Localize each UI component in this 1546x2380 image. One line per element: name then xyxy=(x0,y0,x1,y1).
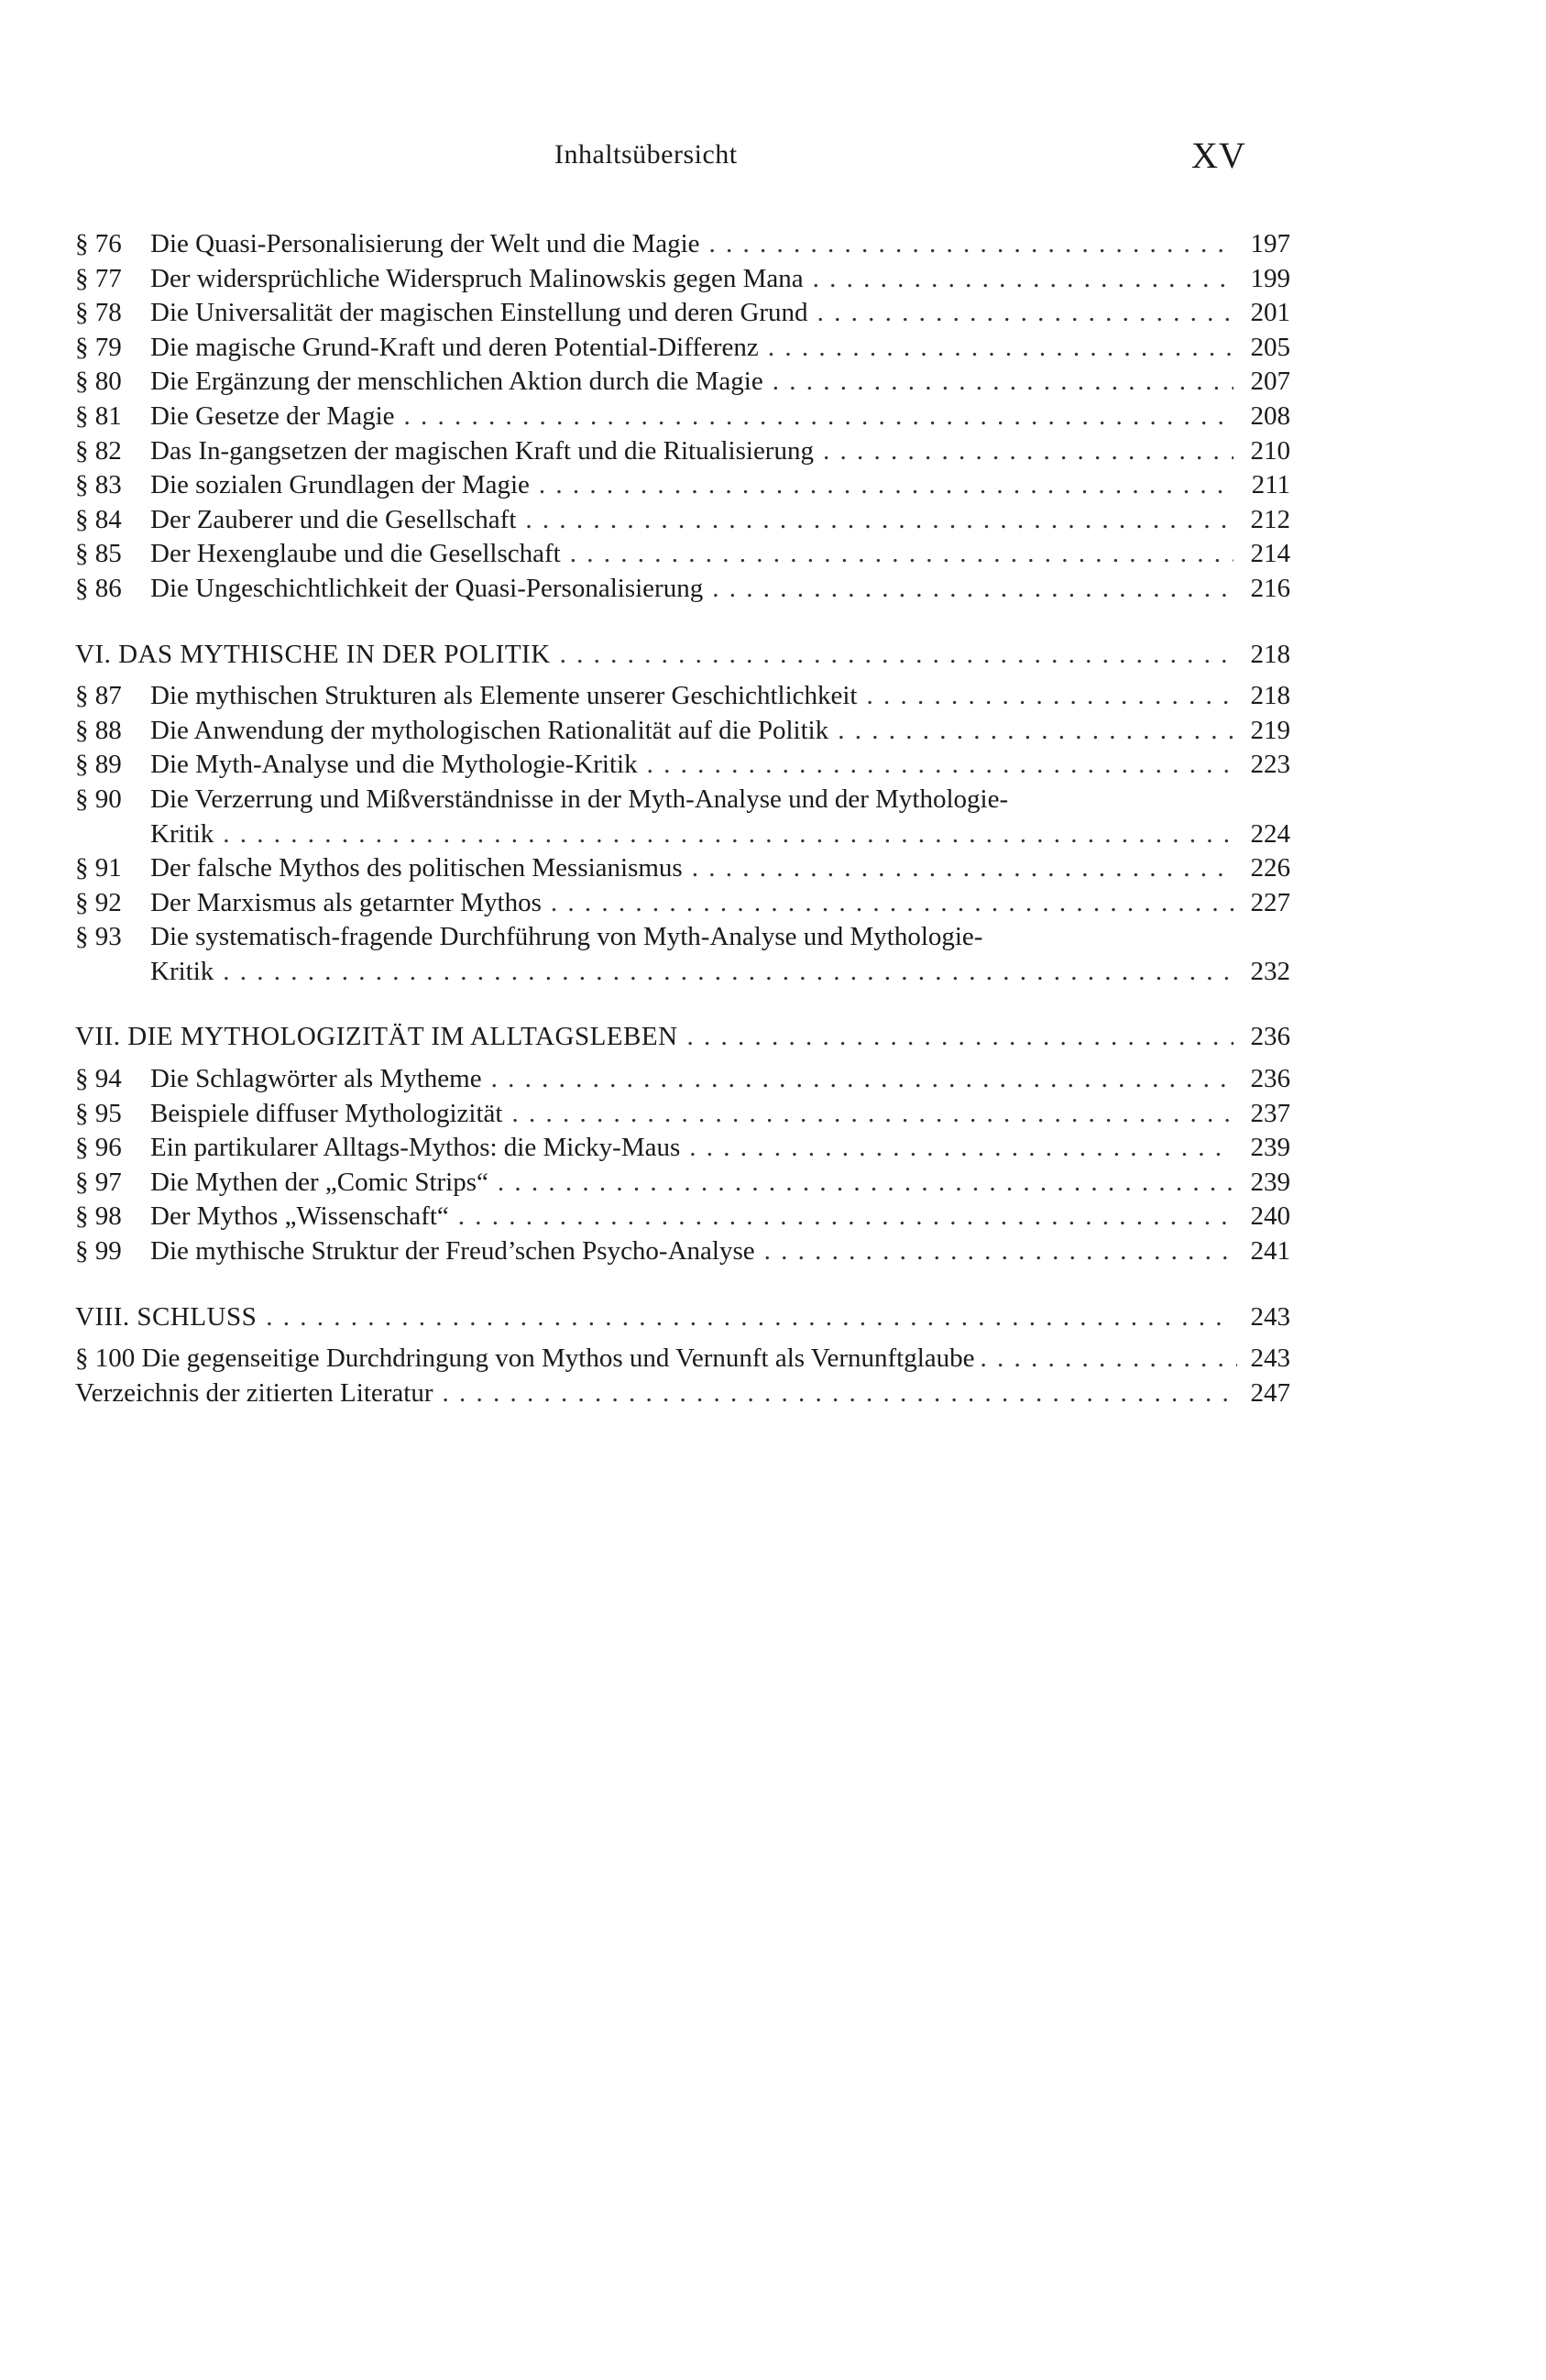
leader-dots xyxy=(511,1097,1234,1132)
leader-dots xyxy=(764,1234,1234,1269)
chapter-title: VIII. SCHLUSS xyxy=(75,1301,258,1332)
toc-entry-100[interactable] xyxy=(75,1342,1290,1376)
leader-dots xyxy=(709,227,1234,262)
entry-title: Kritik xyxy=(150,956,214,986)
spacer xyxy=(75,1269,1290,1300)
toc-entry[interactable] xyxy=(75,227,1290,262)
section-number: § 77 xyxy=(75,263,122,293)
toc-group-magic xyxy=(75,227,1290,607)
entry-title: Die Ergänzung der menschlichen Aktion durch die Magie xyxy=(150,367,763,397)
page-ref: 236 xyxy=(1250,1064,1290,1094)
leader-dots xyxy=(838,714,1234,749)
page-ref: 232 xyxy=(1250,956,1290,986)
leader-dots xyxy=(823,434,1234,469)
page-number: XV xyxy=(1191,135,1246,176)
toc-entry[interactable] xyxy=(75,572,1290,607)
toc-entry[interactable] xyxy=(75,296,1290,331)
toc-chapter-vi[interactable] xyxy=(75,638,1290,673)
toc-group-politics-b xyxy=(75,851,1290,920)
page-ref: 214 xyxy=(1250,539,1290,569)
spacer xyxy=(75,1334,1290,1342)
toc-entry[interactable] xyxy=(75,1234,1290,1269)
toc-entry[interactable] xyxy=(75,1200,1290,1234)
toc-entry[interactable] xyxy=(75,748,1290,783)
page-ref: 219 xyxy=(1250,715,1290,745)
leader-dots xyxy=(525,503,1234,538)
toc-group-everyday xyxy=(75,1062,1290,1269)
entry-title: Die systematisch-fragende Durchführung von Myth-Analyse und Mythologie- xyxy=(150,922,983,952)
toc-entry[interactable] xyxy=(75,714,1290,749)
entry-title: Die Gesetze der Magie xyxy=(150,400,395,431)
toc-entry[interactable] xyxy=(75,365,1290,400)
entry-title: Die magische Grund-Kraft und deren Potential-Differenz xyxy=(150,332,759,362)
spacer xyxy=(75,672,1290,679)
section-number: § 94 xyxy=(75,1064,122,1094)
entry-title: Die mythische Struktur der Freud’schen Psycho-Analyse xyxy=(150,1236,755,1267)
leader-dots xyxy=(458,1200,1234,1234)
toc-entry-93[interactable] xyxy=(75,920,1290,955)
leader-dots xyxy=(266,1300,1234,1335)
leader-dots xyxy=(539,468,1234,503)
leader-dots xyxy=(768,331,1234,366)
entry-title: Beispiele diffuser Mythologizität xyxy=(150,1098,503,1128)
page-ref: 197 xyxy=(1250,229,1290,258)
page-ref: 239 xyxy=(1250,1133,1290,1163)
toc-chapter-vii[interactable] xyxy=(75,1020,1290,1055)
section-number: § 90 xyxy=(75,784,122,814)
entry-title: Verzeichnis der zitierten Literatur xyxy=(75,1377,433,1408)
section-number: § 76 xyxy=(75,229,122,258)
leader-dots xyxy=(689,1131,1234,1166)
section-number: § 86 xyxy=(75,573,122,603)
section-number: § 85 xyxy=(75,539,122,569)
page-ref: 247 xyxy=(1250,1377,1290,1408)
entry-title: Die Schlagwörter als Mytheme xyxy=(150,1064,482,1094)
spacer xyxy=(75,607,1290,638)
toc-entry[interactable] xyxy=(75,503,1290,538)
leader-dots xyxy=(712,572,1234,607)
entry-title: Kritik xyxy=(150,818,214,849)
entry-title: Der falsche Mythos des politischen Messianismus xyxy=(150,853,683,883)
page-ref: 216 xyxy=(1250,573,1290,603)
leader-dots xyxy=(560,638,1234,673)
page-ref: 211 xyxy=(1251,470,1290,500)
page-ref: 237 xyxy=(1250,1098,1290,1128)
leader-dots xyxy=(570,537,1234,572)
section-number: § 79 xyxy=(75,332,122,362)
section-number: § 93 xyxy=(75,922,122,952)
leader-dots xyxy=(981,1342,1237,1376)
page-ref: 210 xyxy=(1250,435,1290,466)
leader-dots xyxy=(443,1376,1234,1411)
toc-entry-90[interactable] xyxy=(75,783,1290,817)
toc-entry[interactable] xyxy=(75,537,1290,572)
toc-entry-93-continued[interactable] xyxy=(75,955,1290,990)
section-number: § 97 xyxy=(75,1167,122,1197)
entry-title: Die Verzerrung und Mißverständnisse in der Myth-Analyse und der Mythologie- xyxy=(150,784,1009,814)
entry-title: Die Myth-Analyse und die Mythologie-Kritik xyxy=(150,750,638,780)
leader-dots xyxy=(773,365,1234,400)
toc-entry-90-continued[interactable] xyxy=(75,817,1290,852)
leader-dots xyxy=(551,886,1234,921)
toc-entry[interactable] xyxy=(75,262,1290,297)
page-ref: 205 xyxy=(1250,332,1290,362)
toc-entry[interactable] xyxy=(75,851,1290,886)
entry-title: Der Zauberer und die Gesellschaft xyxy=(150,504,517,534)
page-ref: 208 xyxy=(1250,400,1290,431)
page-ref: 201 xyxy=(1250,298,1290,328)
entry-title: § 100 Die gegenseitige Durchdringung von Mythos und Vernunft als Vernunftglaube xyxy=(75,1344,975,1374)
page-ref: 207 xyxy=(1250,367,1290,397)
entry-title: Die Quasi-Personalisierung der Welt und die Magie xyxy=(150,229,700,258)
leader-dots xyxy=(223,955,1234,990)
entry-title: Der Mythos „Wissenschaft“ xyxy=(150,1201,449,1232)
entry-title: Ein partikularer Alltags-Mythos: die Micky-Maus xyxy=(150,1133,681,1163)
chapter-title: VII. DIE MYTHOLOGIZITÄT IM ALLTAGSLEBEN xyxy=(75,1022,678,1052)
leader-dots xyxy=(491,1062,1234,1097)
section-number: § 88 xyxy=(75,715,122,745)
toc-entry[interactable] xyxy=(75,434,1290,469)
entry-title: Die mythischen Strukturen als Elemente unserer Geschichtlichkeit xyxy=(150,681,858,711)
entry-title: Der Marxismus als getarnter Mythos xyxy=(150,887,542,917)
entry-title: Die Mythen der „Comic Strips“ xyxy=(150,1167,488,1197)
page-ref: 241 xyxy=(1250,1236,1290,1267)
page-ref: 224 xyxy=(1250,818,1290,849)
section-number: § 82 xyxy=(75,435,122,466)
section-number: § 98 xyxy=(75,1201,122,1232)
section-number: § 95 xyxy=(75,1098,122,1128)
leader-dots xyxy=(687,1020,1234,1055)
section-number: § 91 xyxy=(75,853,122,883)
section-number: § 83 xyxy=(75,470,122,500)
page-ref: 227 xyxy=(1250,887,1290,917)
page-ref: 199 xyxy=(1250,263,1290,293)
entry-title: Die sozialen Grundlagen der Magie xyxy=(150,470,530,500)
page-ref: 239 xyxy=(1250,1167,1290,1197)
table-of-contents xyxy=(75,227,1290,1410)
page-ref: 243 xyxy=(1250,1344,1290,1374)
leader-dots xyxy=(817,296,1234,331)
leader-dots xyxy=(692,851,1234,886)
page-ref: 212 xyxy=(1250,504,1290,534)
leader-dots xyxy=(498,1166,1234,1201)
toc-entry[interactable] xyxy=(75,468,1290,503)
toc-entry[interactable] xyxy=(75,1097,1290,1132)
entry-title: Der widersprüchliche Widerspruch Malinowskis gegen Mana xyxy=(150,263,804,293)
toc-entry[interactable] xyxy=(75,679,1290,714)
leader-dots xyxy=(813,262,1234,297)
section-number: § 84 xyxy=(75,504,122,534)
leader-dots xyxy=(867,679,1234,714)
toc-entry-bibliography[interactable] xyxy=(75,1376,1290,1411)
page-ref: 218 xyxy=(1250,681,1290,711)
spacer xyxy=(75,989,1290,1020)
toc-entry[interactable] xyxy=(75,1131,1290,1166)
leader-dots xyxy=(404,400,1234,434)
entry-title: Die Universalität der magischen Einstellung und deren Grund xyxy=(150,298,808,328)
section-number: § 80 xyxy=(75,367,122,397)
page-ref: 243 xyxy=(1250,1301,1290,1332)
page-ref: 226 xyxy=(1250,853,1290,883)
toc-entry[interactable] xyxy=(75,886,1290,921)
page-ref: 240 xyxy=(1250,1201,1290,1232)
leader-dots xyxy=(223,817,1234,852)
running-title: Inhaltsübersicht xyxy=(554,139,738,170)
section-number: § 99 xyxy=(75,1236,122,1267)
chapter-title: VI. DAS MYTHISCHE IN DER POLITIK xyxy=(75,639,551,669)
section-number: § 78 xyxy=(75,298,122,328)
spacer xyxy=(75,1055,1290,1062)
page-ref: 218 xyxy=(1250,639,1290,669)
toc-entry[interactable] xyxy=(75,1062,1290,1097)
toc-group-politics-a xyxy=(75,679,1290,783)
toc-entry[interactable] xyxy=(75,331,1290,366)
toc-entry[interactable] xyxy=(75,1166,1290,1201)
entry-title: Die Ungeschichtlichkeit der Quasi-Personalisierung xyxy=(150,573,704,603)
page-ref: 236 xyxy=(1250,1022,1290,1052)
entry-title: Der Hexenglaube und die Gesellschaft xyxy=(150,539,561,569)
entry-title: Das In-gangsetzen der magischen Kraft und die Ritualisierung xyxy=(150,435,814,466)
section-number: § 92 xyxy=(75,887,122,917)
entry-title: Die Anwendung der mythologischen Rationalität auf die Politik xyxy=(150,715,829,745)
toc-entry[interactable] xyxy=(75,400,1290,434)
page-ref: 223 xyxy=(1250,750,1290,780)
section-number: § 81 xyxy=(75,400,122,431)
leader-dots xyxy=(647,748,1234,783)
toc-chapter-viii[interactable] xyxy=(75,1300,1290,1335)
section-number: § 87 xyxy=(75,681,122,711)
section-number: § 96 xyxy=(75,1133,122,1163)
section-number: § 89 xyxy=(75,750,122,780)
